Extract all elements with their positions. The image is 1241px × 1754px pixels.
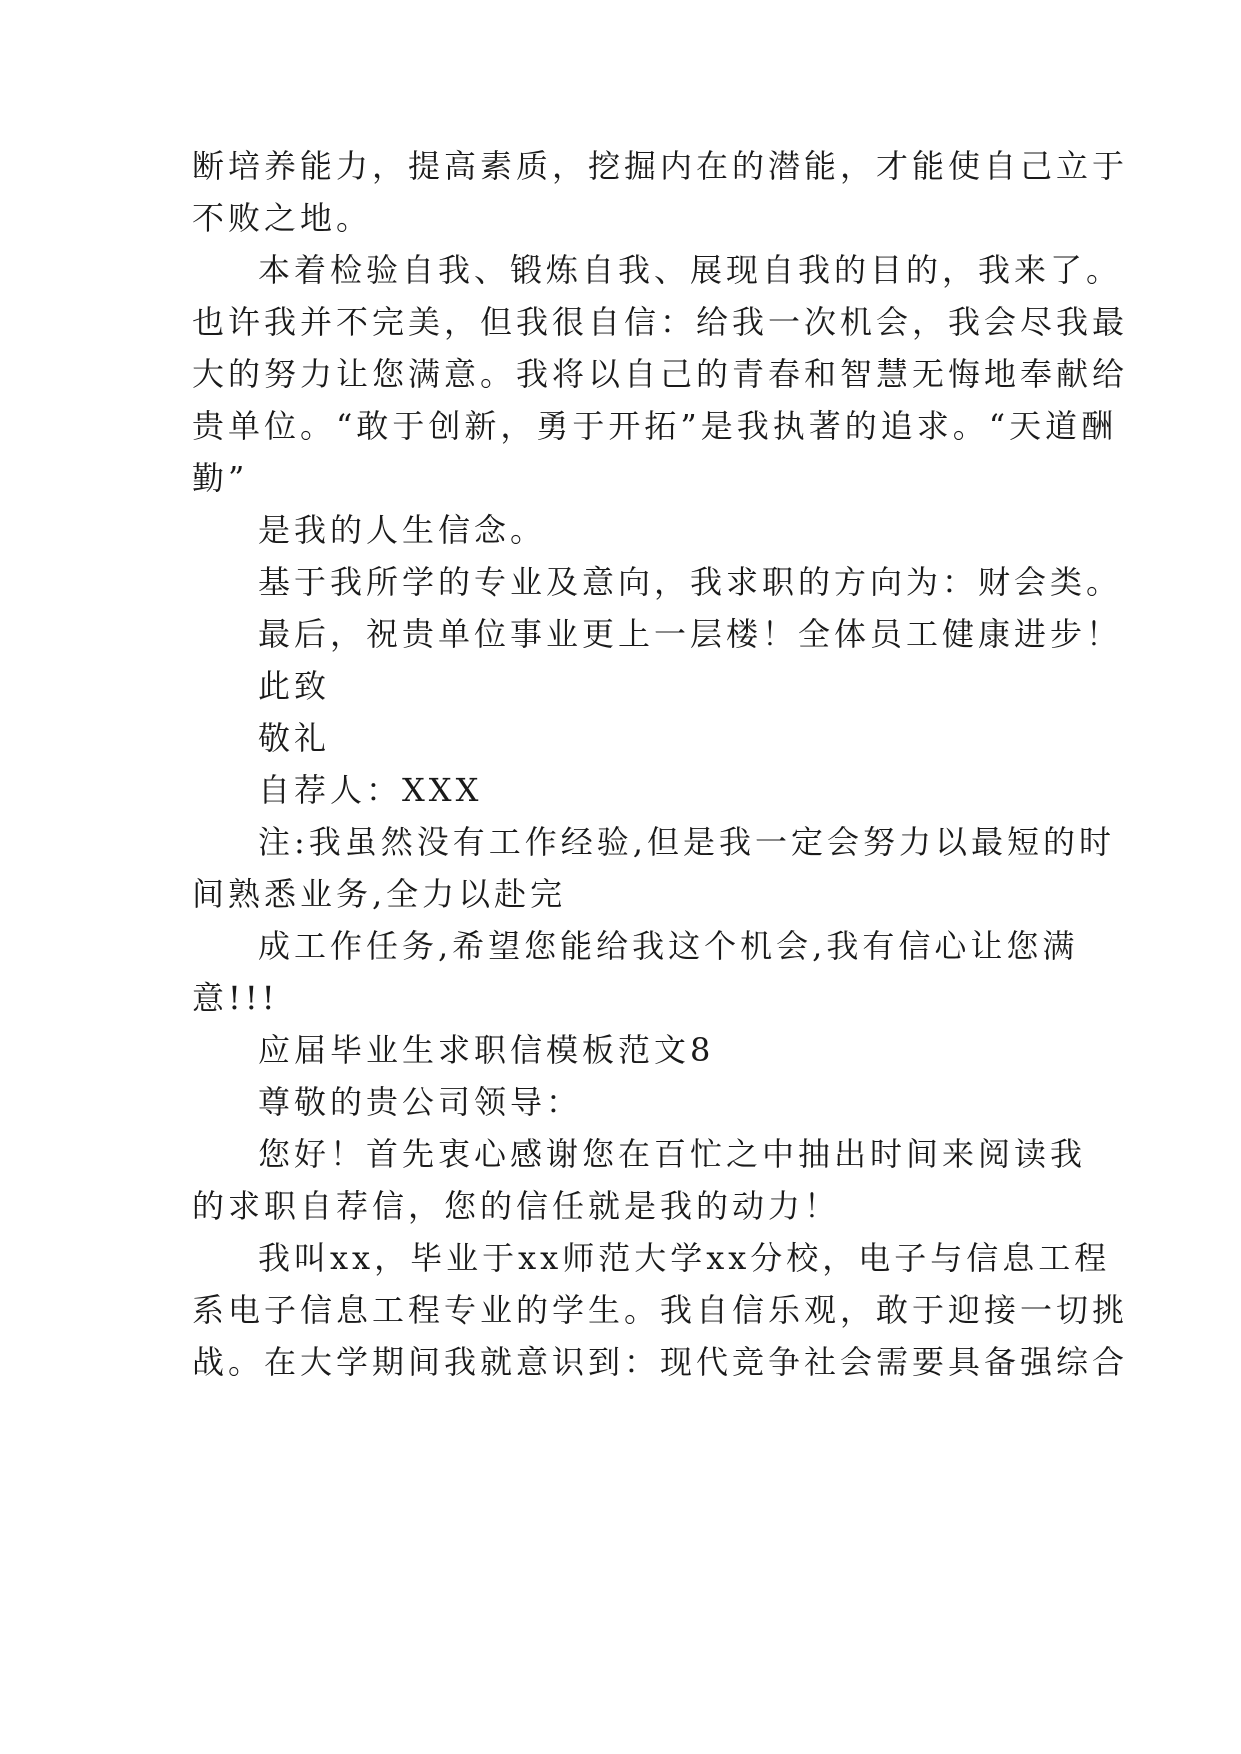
text-line: 不败之地。 (192, 199, 373, 237)
text-line: 战。在大学期间我就意识到：现代竞争社会需要具备强综合 (192, 1343, 1129, 1381)
text-line: 自荐人：XXX (258, 771, 483, 809)
text-line: 是我的人生信念。 (258, 511, 547, 549)
text-line: 此致 (258, 667, 331, 705)
text-line: 基于我所学的专业及意向，我求职的方向为：财会类。 (258, 563, 1123, 601)
text-line: 本着检验自我、锻炼自我、展现自我的目的，我来了。 (258, 251, 1123, 289)
text-line: 您好！首先衷心感谢您在百忙之中抽出时间来阅读我 (258, 1135, 1087, 1173)
text-line: 也许我并不完美，但我很自信：给我一次机会，我会尽我最 (192, 303, 1129, 341)
text-line: 系电子信息工程专业的学生。我自信乐观，敢于迎接一切挑 (192, 1291, 1129, 1329)
salutation: 尊敬的贵公司领导： (258, 1083, 583, 1121)
text-line: 间熟悉业务,全力以赴完 (192, 875, 567, 913)
text-line: 贵单位。“敢于创新，勇于开拓”是我执著的追求。“天道酬 (192, 407, 1118, 445)
text-line: 敬礼 (258, 719, 331, 757)
text-line: 勤” (192, 459, 249, 497)
text-line: 断培养能力，提高素质，挖掘内在的潜能，才能使自己立于 (192, 147, 1129, 185)
text-line: 最后，祝贵单位事业更上一层楼！全体员工健康进步！ (258, 615, 1123, 653)
text-line: 大的努力让您满意。我将以自己的青春和智慧无悔地奉献给 (192, 355, 1129, 393)
text-line: 我叫xx，毕业于xx师范大学xx分校，电子与信息工程 (258, 1239, 1111, 1277)
text-line: 的求职自荐信，您的信任就是我的动力！ (192, 1187, 841, 1225)
text-line: 意!!! (192, 979, 279, 1017)
text-line: 注:我虽然没有工作经验,但是我一定会努力以最短的时 (258, 823, 1115, 861)
section-title: 应届毕业生求职信模板范文8 (258, 1031, 715, 1069)
text-line: 成工作任务,希望您能给我这个机会,我有信心让您满 (258, 927, 1079, 965)
